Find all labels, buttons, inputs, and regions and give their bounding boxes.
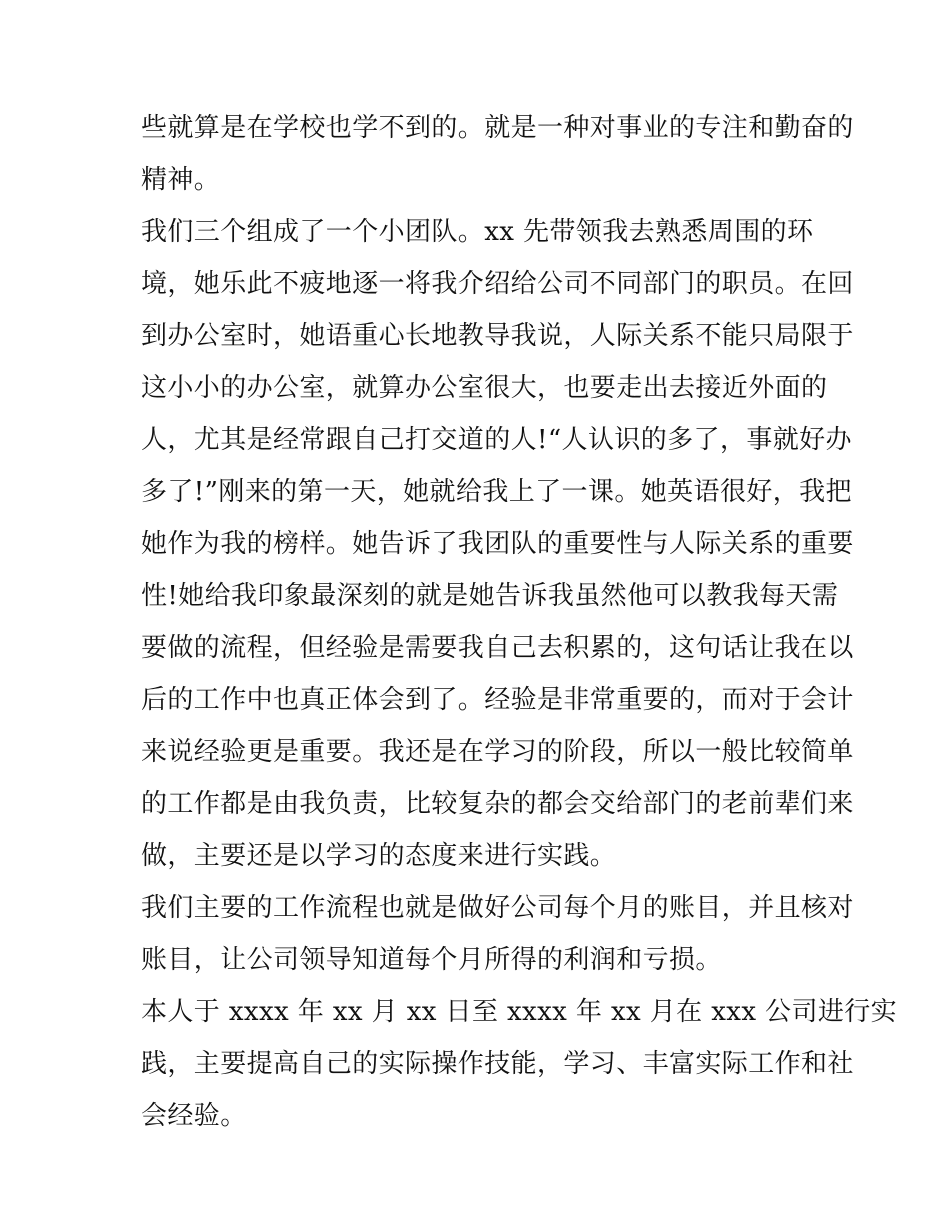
- text-line: 境，她乐此不疲地逐一将我介绍给公司不同部门的职员。在回: [141, 269, 854, 299]
- text-line: 账目，让公司领导知道每个月所得的利润和亏损。: [141, 945, 722, 975]
- text-line: 我们主要的工作流程也就是做好公司每个月的账目，并且核对: [141, 893, 854, 923]
- text-line: 人，尤其是经常跟自己打交道的人!“人认识的多了，事就好办: [141, 425, 852, 455]
- text-line: 多了!”刚来的第一天，她就给我上了一课。她英语很好，我把: [141, 477, 852, 507]
- text-line: 精神。: [141, 165, 221, 195]
- text-line: 性!她给我印象最深刻的就是她告诉我虽然他可以教我每天需: [141, 581, 839, 611]
- text-line: 来说经验更是重要。我还是在学习的阶段，所以一般比较简单: [141, 737, 854, 767]
- text-line: 这小小的办公室，就算办公室很大，也要走出去接近外面的: [141, 373, 828, 403]
- text-line: 后的工作中也真正体会到了。经验是非常重要的，而对于会计: [141, 685, 854, 715]
- text-line: 她作为我的榜样。她告诉了我团队的重要性与人际关系的重要: [141, 529, 854, 559]
- text-line: 的工作都是由我负责，比较复杂的都会交给部门的老前辈们来: [141, 789, 854, 819]
- text-line: 本人于 xxxx 年 xx 月 xx 日至 xxxx 年 xx 月在 xxx 公司进行实: [141, 997, 898, 1027]
- text-line: 会经验。: [141, 1101, 247, 1131]
- text-line: 要做的流程，但经验是需要我自己去积累的，这句话让我在以: [141, 633, 854, 663]
- text-line: 做，主要还是以学习的态度来进行实践。: [141, 841, 617, 871]
- text-line: 践，主要提高自己的实际操作技能，学习、丰富实际工作和社: [141, 1049, 854, 1079]
- text-line: 到办公室时，她语重心长地教导我说，人际关系不能只局限于: [141, 321, 854, 351]
- text-line: 我们三个组成了一个小团队。xx 先带领我去熟悉周围的环: [141, 217, 814, 247]
- text-line: 些就算是在学校也学不到的。就是一种对事业的专注和勤奋的: [141, 113, 854, 143]
